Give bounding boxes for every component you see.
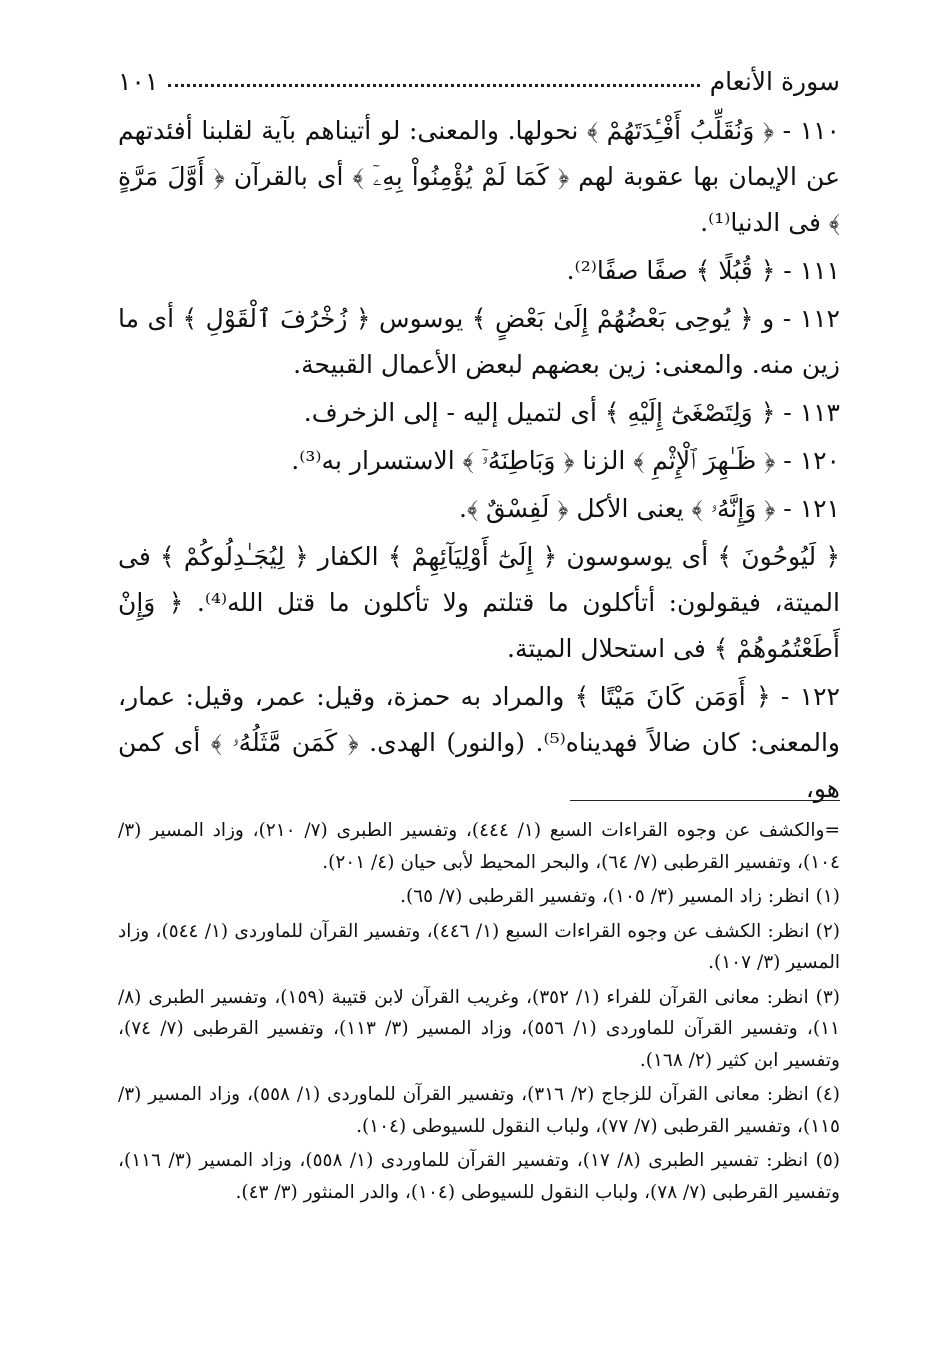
- header-dotted-leader: [168, 83, 699, 87]
- verse-120-paragraph: ١٢٠ - ﴿ ظَـٰهِرَ ٱلْإِثْمِ ﴾ الزنا ﴿ وَبَاطِنَهُۥٓ ﴾ الاستسرار به⁽³⁾.: [291, 446, 840, 475]
- footnote-5: (٥) انظر: تفسير الطبرى (٨/ ١٧)، وتفسير القرآن للماوردى (١/ ٥٥٨)، وزاد المسير (٣/ ١١٦)، وتفسير القرطبى (٧/ ٧٨)، ولباب النقول للسيوطى (١٠٤)، والدر المنثور (٣/ ٤٣).: [118, 1150, 840, 1203]
- footnote-1: (١) انظر: زاد المسير (٣/ ١٠٥)، وتفسير القرطبى (٧/ ٦٥).: [400, 886, 840, 907]
- verse-122-paragraph: ١٢٢ - ﴿ أَوَمَن كَانَ مَيْتًا ﴾ والمراد به حمزة، وقيل: عمر، وقيل: عمار، والمعنى: كان ضالاً فهديناه⁽⁵⁾. (والنور) الهدى. ﴿ كَمَن مَّثَلُهُۥ ﴾ أى كمن هو،: [118, 682, 841, 803]
- footnotes: [118, 815, 840, 1211]
- verse-112-paragraph: ١١٢ - و ﴿ يُوحِى بَعْضُهُمْ إِلَىٰ بَعْضٍ ﴾ يوسوس ﴿ زُخْرُفَ ٱلْقَوْلِ ﴾ أى ما زين منه. والمعنى: زين بعضهم لبعض الأعمال القبيحة.: [118, 304, 840, 379]
- main-text: [118, 108, 840, 814]
- verse-113-paragraph: ١١٣ - ﴿ وَلِتَصْغَىٰٓ إِلَيْهِ ﴾ أى لتميل إليه - إلى الزخرف.: [303, 398, 840, 427]
- footnote-3: (٣) انظر: معانى القرآن للفراء (١/ ٣٥٢)، وغريب القرآن لابن قتيبة (١٥٩)، وتفسير الطبرى (٨/ ١١)، وتفسير القرآن للماوردى (١/ ٥٥٦)، وزاد المسير (٣/ ١١٣)، وتفسير القرطبى (٧/ ٧٤)، وتفسير ابن كثير (٢/ ١٦٨).: [118, 986, 840, 1071]
- footnote-4: (٤) انظر: معانى القرآن للزجاج (٢/ ٣١٦)، وتفسير القرآن للماوردى (١/ ٥٥٨)، وزاد المسير (٣/ ١١٥)، وتفسير القرطبى (٧/ ٧٧)، ولباب النقول للسيوطى (١٠٤).: [118, 1084, 840, 1137]
- running-header: [118, 56, 840, 96]
- verse-121-paragraph: ١٢١ - ﴿ وَإِنَّهُۥ ﴾ يعنى الأكل ﴿ لَفِسْقٌ ﴾.: [459, 494, 840, 523]
- footnote-2: (٢) انظر: الكشف عن وجوه القراءات السبع (١/ ٤٤٦)، وتفسير القرآن للماوردى (١/ ٥٤٤)، وزاد المسير (٣/ ١٠٧).: [118, 920, 840, 973]
- verse-121-continuation: ﴿ لَيُوحُونَ ﴾ أى يوسوسون ﴿ إِلَىٰٓ أَوْلِيَآئِهِمْ ﴾ الكفار ﴿ لِيُجَـٰدِلُوكُمْ ﴾ فى الميتة، فيقولون: أتأكلون ما قتلتم ولا تأكلون ما قتل الله⁽⁴⁾. ﴿ وَإِنْ أَطَعْتُمُوهُمْ ﴾ فى استحلال الميتة.: [118, 542, 840, 663]
- footnote-separator: [570, 800, 840, 801]
- page-number: ١٠١: [118, 67, 159, 96]
- footnote-continuation: =والكشف عن وجوه القراءات السبع (١/ ٤٤٤)، وتفسير الطبرى (٧/ ٢١٠)، وزاد المسير (٣/ ١٠٤)، وتفسير القرطبى (٧/ ٦٤)، والبحر المحيط لأبى حيان (٤/ ٢٠١).: [118, 820, 840, 873]
- verse-111-paragraph: ١١١ - ﴿ قُبُلًا ﴾ صفًا صفًا⁽²⁾.: [566, 256, 840, 285]
- verse-110-paragraph: ١١٠ - ﴿ وَنُقَلِّبُ أَفْـِٔدَتَهُمْ ﴾ نحولها. والمعنى: لو أتيناهم بآية لقلبنا أفئدتهم عن الإيمان بها عقوبة لهم ﴿ كَمَا لَمْ يُؤْمِنُواْ بِهِۦٓ ﴾ أى بالقرآن ﴿ أَوَّلَ مَرَّةٍ ﴾ فى الدنيا⁽¹⁾.: [118, 116, 840, 237]
- surah-title: سورة الأنعام: [709, 67, 840, 96]
